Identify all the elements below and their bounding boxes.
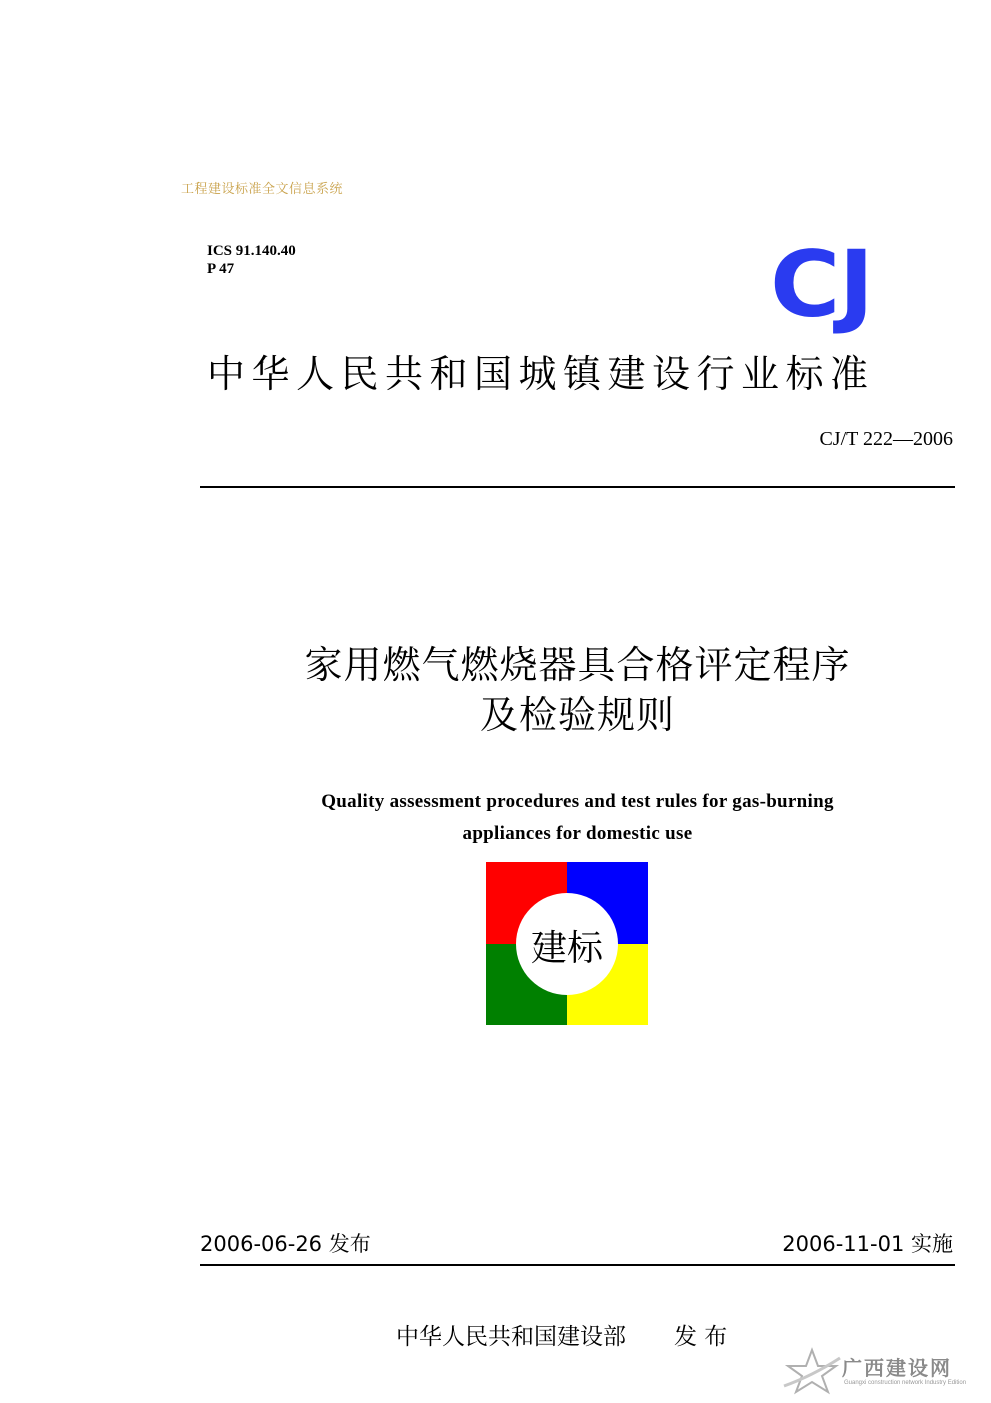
- standard-code: CJ/T 222—2006: [819, 428, 953, 450]
- implementation-date: 2006-11-01 实施: [782, 1232, 953, 1256]
- watermark-bottom: [782, 1346, 982, 1396]
- issuer-line: [396, 1318, 727, 1351]
- document-title-zh: [200, 640, 955, 740]
- title-en-line2: appliances for domestic use: [462, 823, 693, 844]
- watermark-site-en: Guangxi construction network Industry Edition: [844, 1380, 967, 1386]
- ccs-code: P 47: [207, 261, 235, 277]
- classification-codes: [207, 242, 296, 278]
- cj-brand-logo: CJ: [770, 230, 873, 338]
- issuer-action: 发 布: [674, 1324, 728, 1350]
- jianbiao-emblem: [486, 862, 648, 1025]
- watermark-site-name: 广西建设网: [842, 1356, 952, 1380]
- title-zh-line1: 家用燃气燃烧器具合格评定程序: [304, 643, 851, 687]
- standard-category: 中华人民共和国城镇建设行业标准: [207, 352, 875, 396]
- star-logo-icon: [782, 1346, 842, 1396]
- title-zh-line2: 及检验规则: [479, 693, 675, 737]
- issuer-org: 中华人民共和国建设部: [396, 1324, 626, 1350]
- ics-code: ICS 91.140.40: [207, 243, 296, 259]
- issue-date: 2006-06-26 发布: [200, 1232, 371, 1256]
- emblem-text: 建标: [530, 928, 604, 969]
- document-title-en: [200, 786, 955, 850]
- watermark-top-text: 工程建设标准全文信息系统: [181, 182, 344, 197]
- bottom-divider: [200, 1264, 955, 1266]
- top-divider: [200, 486, 955, 488]
- title-en-line1: Quality assessment procedures and test rules for gas-burning: [321, 791, 834, 812]
